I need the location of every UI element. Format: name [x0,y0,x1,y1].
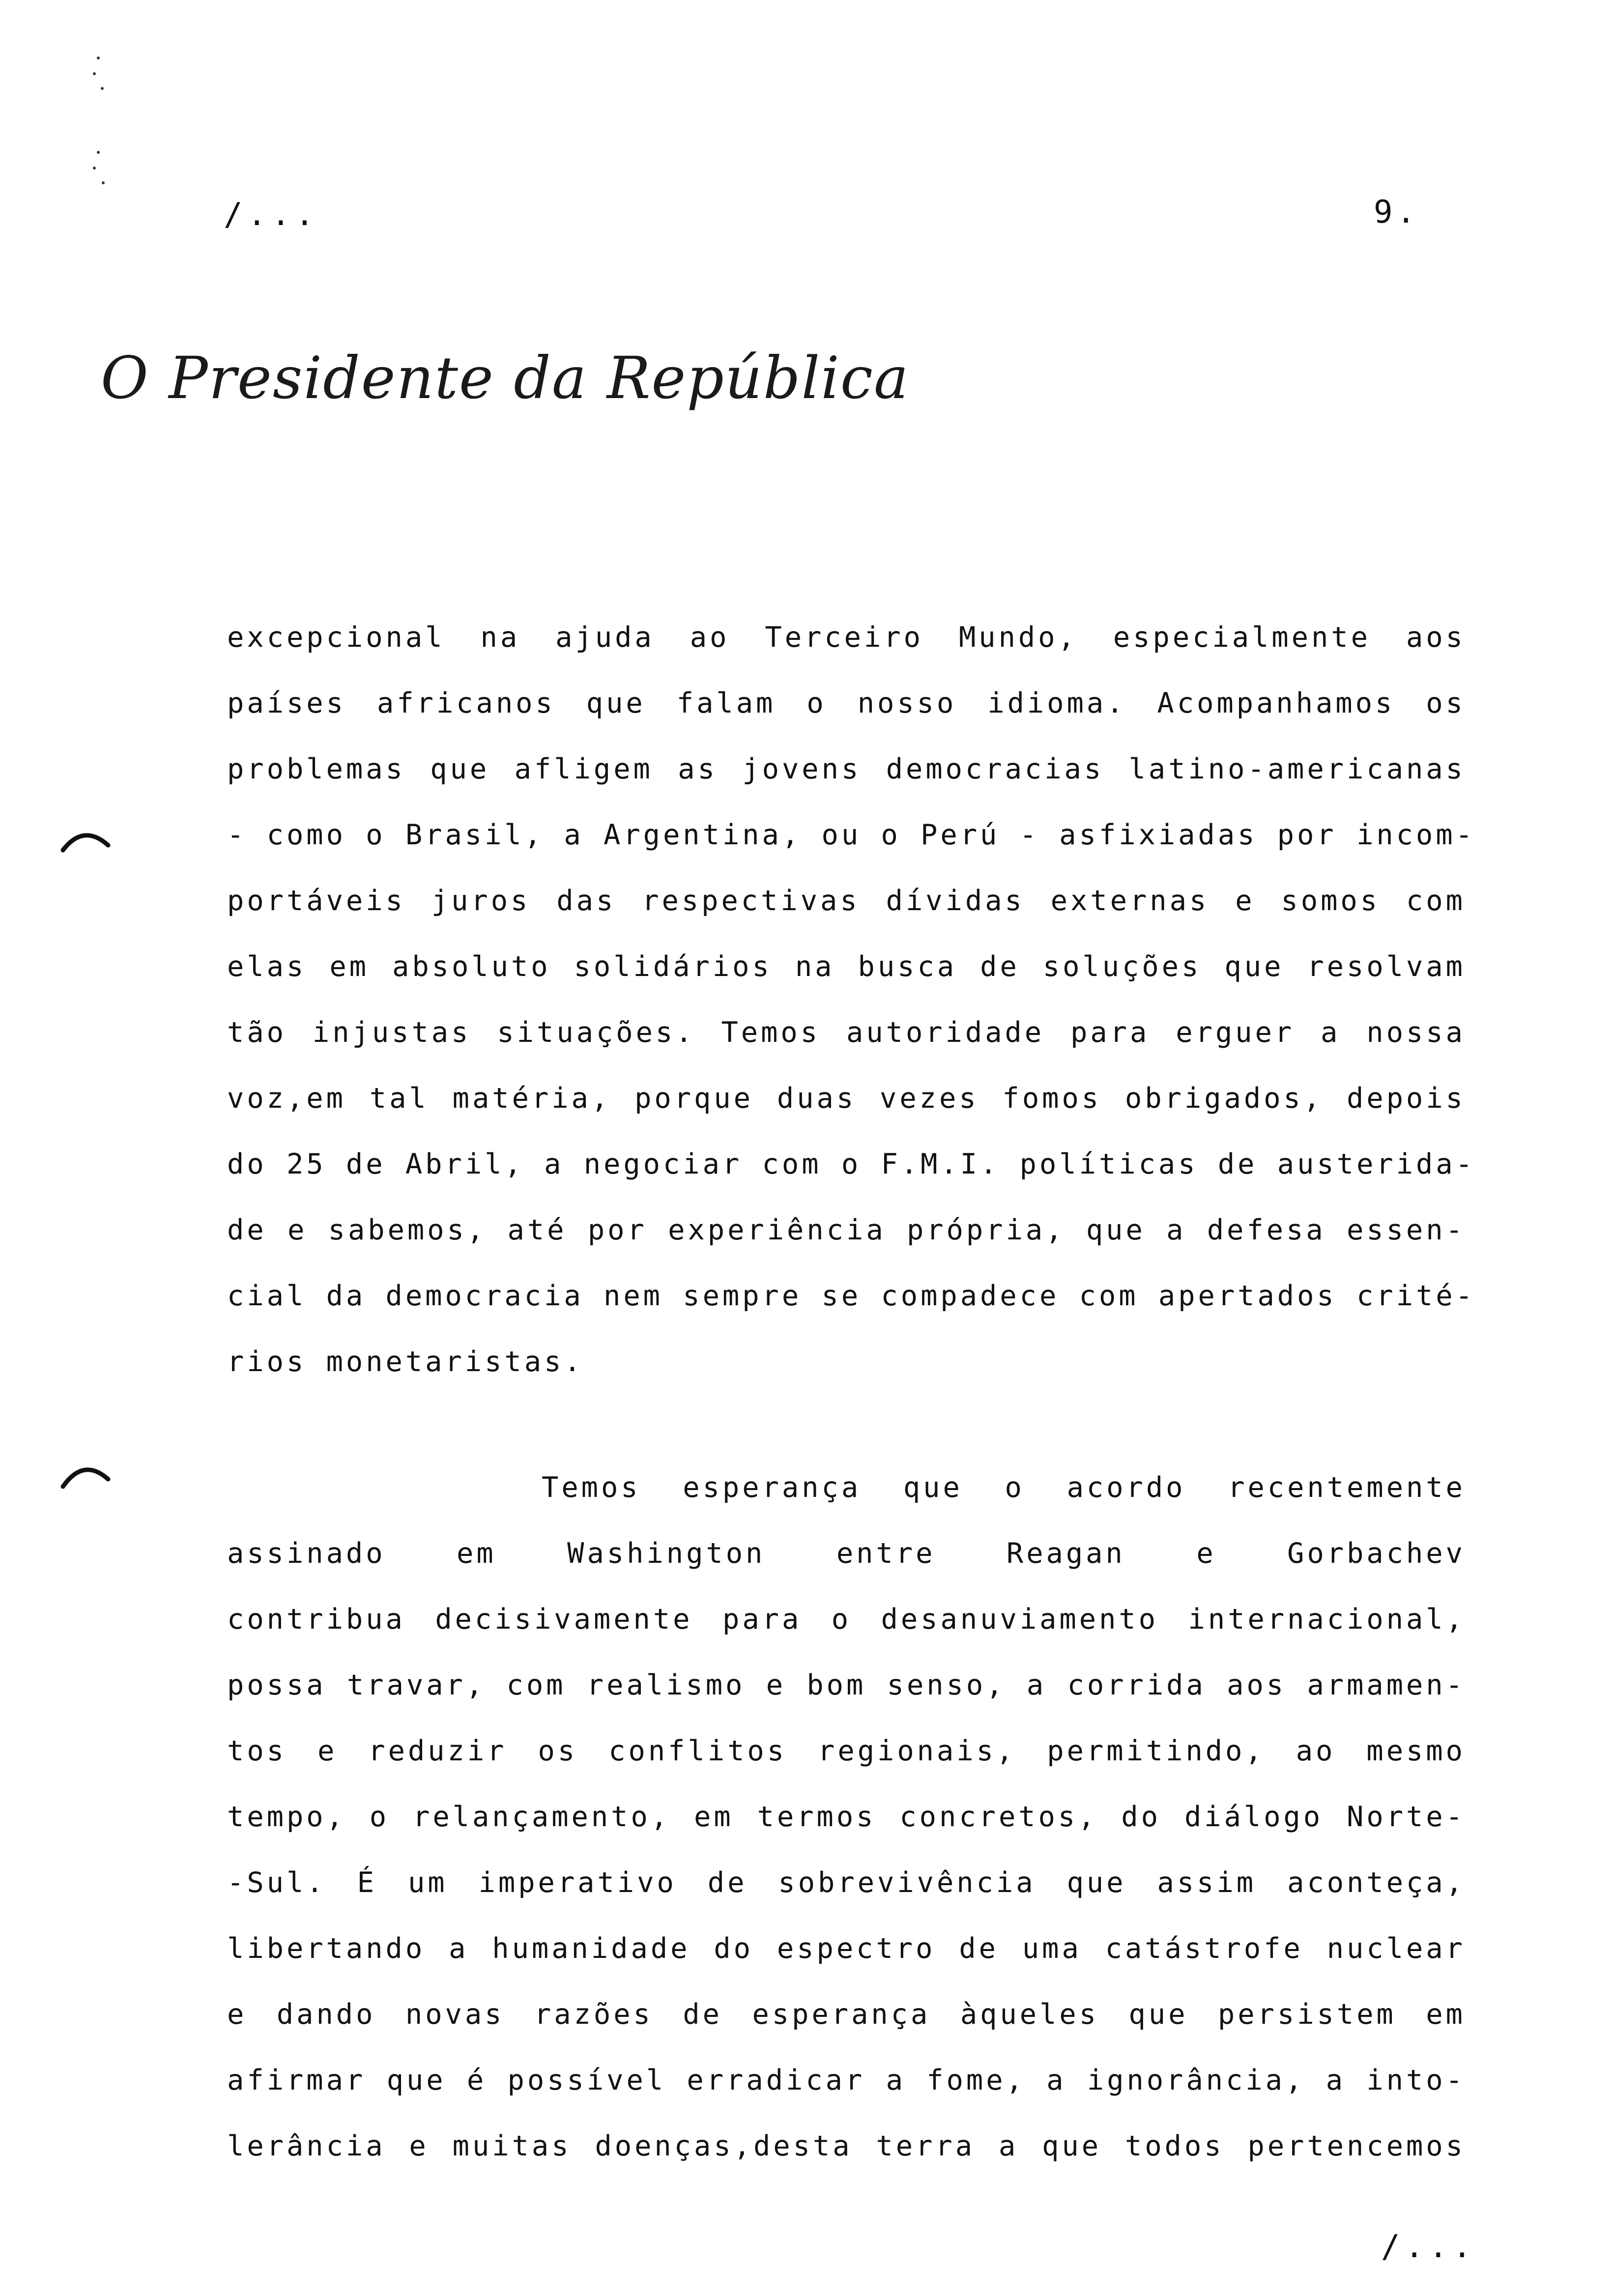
text-line: afirmar que é possível erradicar a fome, a ignorância, a into- [227,2064,1466,2096]
continuation-marker-bottom: /... [1381,2229,1477,2265]
text-line: elas em absoluto solidários na busca de soluções que resolvam [227,950,1466,983]
text-line: assinado em Washington entre Reagan e Gorbachev [227,1537,1466,1570]
scan-speck-marks [84,54,123,192]
text-line: tos e reduzir os conflitos regionais, permitindo, ao mesmo [227,1735,1466,1767]
letterhead-title: O Presidente da República [101,344,910,412]
text-line: rios monetaristas. [227,1346,584,1378]
text-line: possa travar, com realismo e bom senso, a corrida aos armamen- [227,1669,1466,1701]
punch-hole-mark [59,1460,113,1494]
text-line: -Sul. É um imperativo de sobrevivência que assim aconteça, [227,1866,1466,1899]
text-line: tão injustas situações. Temos autoridade para erguer a nossa [227,1016,1466,1049]
page-number: 9. [1374,194,1420,230]
punch-hole-mark [59,826,113,860]
paragraph-1 [227,604,1475,1395]
text-line: portáveis juros das respectivas dívidas externas e somos com [227,885,1466,917]
text-line: tempo, o relançamento, em termos concretos, do diálogo Norte- [227,1801,1466,1833]
text-line: contribua decisivamente para o desanuviamento internacional, [227,1603,1466,1636]
text-line: e dando novas razões de esperança àqueles que persistem em [227,1998,1466,2031]
text-line: lerância e muitas doenças,desta terra a que todos pertencemos [227,2130,1466,2162]
text-line: - como o Brasil, a Argentina, ou o Perú - asfixiadas por incom- [227,819,1475,851]
text-line: problemas que afligem as jovens democracias latino-americanas [227,753,1466,785]
text-line: Temos esperança que o acordo recentemente [542,1471,1466,1504]
text-line: excepcional na ajuda ao Terceiro Mundo, especialmente aos [227,621,1466,654]
text-line: do 25 de Abril, a negociar com o F.M.I. políticas de austerida- [227,1148,1475,1180]
text-line: cial da democracia nem sempre se compadece com apertados crité- [227,1280,1475,1312]
text-line: países africanos que falam o nosso idioma. Acompanhamos os [227,687,1466,719]
text-line: libertando a humanidade do espectro de uma catástrofe nuclear [227,1932,1466,1965]
text-line: de e sabemos, até por experiência própria, que a defesa essen- [227,1214,1466,1246]
continuation-marker-top: /... [224,197,319,233]
paragraph-2 [227,1455,1466,2179]
text-line: voz,em tal matéria, porque duas vezes fomos obrigados, depois [227,1082,1466,1115]
